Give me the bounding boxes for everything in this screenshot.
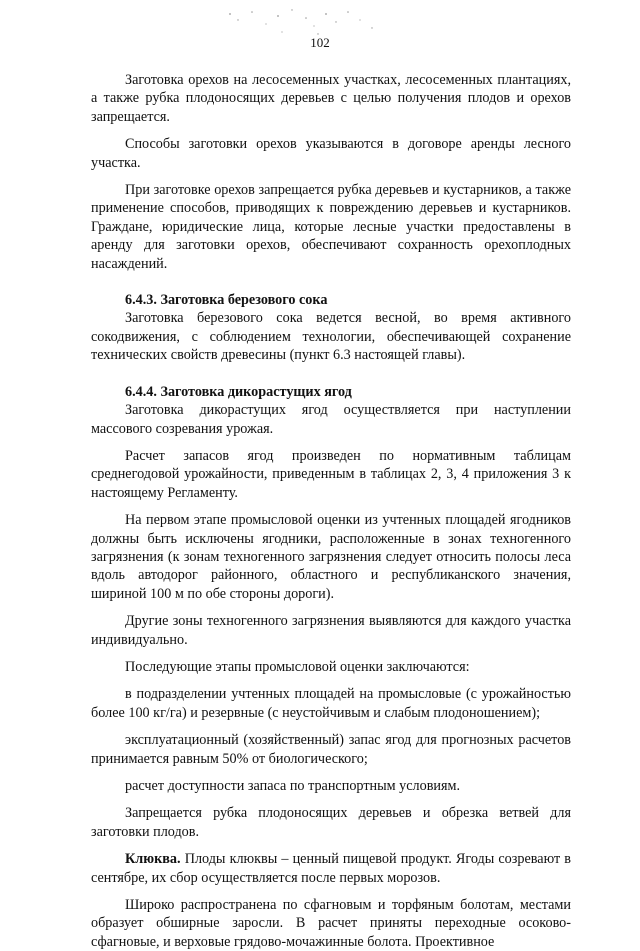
paragraph-berries-next-stages: Последующие этапы промысловой оценки заключаются: [125,658,470,675]
paragraph-berries-stock-calc: Расчет запасов ягод произведен по нормативным таблицам среднегодовой урожайности, приведенным в таблицах 2, 3, 4 приложения 3 к настоящему Регламенту. [91,447,571,501]
cranberry-term: Клюква. [125,851,181,868]
page-number: 102 [310,35,330,50]
paragraph-berries-ban: Запрещается рубка плодоносящих деревьев и обрезка ветвей для заготовки плодов. [91,805,571,840]
paragraph-berries-first-stage: На первом этапе промысловой оценки из учтенных площадей ягодников должны быть исключены ягодники, расположенные в зонах техногенного загрязнения (к зонам техногенного загрязнения следует относить полосы леса вдоль автодорог районного, областного и республиканского значения, шириной 100 м по обе стороны дороги). [91,512,571,602]
page-body [91,71,571,951]
paragraph-birch-sap: Заготовка березового сока ведется весной, во время активного сокодвижения, с соблюдением технологии, обеспечивающей сохранение технических свойств древесины (пункт 6.3 настоящей главы). [91,310,571,364]
cranberry-text: Плоды клюквы – ценный пищевой продукт. Ягоды созревают в сентябре, их сбор осуществляется после первых морозов. [91,851,571,886]
paragraph-nuts-restrictions: При заготовке орехов запрещается рубка деревьев и кустарников, а также применение способов, приводящих к повреждению деревьев и кустарников. Граждане, юридические лица, которые лесные участки предоставлены в аренду для заготовки орехов, обеспечивают сохранность орехоплодных насаждений. [91,182,571,272]
paragraph-berries-other-zones: Другие зоны техногенного загрязнения выявляются для каждого участка индивидуально. [91,613,571,648]
list-item-transport-access: расчет доступности запаса по транспортным условиям. [125,778,461,794]
paragraph-berries-harvest: Заготовка дикорастущих ягод осуществляется при наступлении массового созревания урожая. [91,402,571,437]
paragraph-cranberry [91,850,571,887]
paragraph-nuts-ban: Заготовка орехов на лесосеменных участках, лесосеменных плантациях, а также рубка плодоносящих деревьев с целью получения плодов и орехов запрещается. [91,72,571,125]
section-heading-birch-sap: 6.4.3. Заготовка березового сока [125,292,328,309]
list-item-subdivision: в подразделении учтенных площадей на промысловые (с урожайностью более 100 кг/га) и резервные (с неустойчивым и слабым плодоношением); [91,686,571,721]
paragraph-nuts-methods: Способы заготовки орехов указываются в договоре аренды лесного участка. [91,136,571,171]
section-heading-wild-berries: 6.4.4. Заготовка дикорастущих ягод [125,383,352,400]
list-item-operational-stock: эксплуатационный (хозяйственный) запас ягод для прогнозных расчетов принимается равным 50% от биологического; [91,732,571,767]
paragraph-cranberry-habitat: Широко распространена по сфагновым и торфяным болотам, местами образует обширные заросли. В расчет приняты переходные осоково-сфагновые, и верховые грядово-мочажинные болота. Проективное [91,897,571,950]
